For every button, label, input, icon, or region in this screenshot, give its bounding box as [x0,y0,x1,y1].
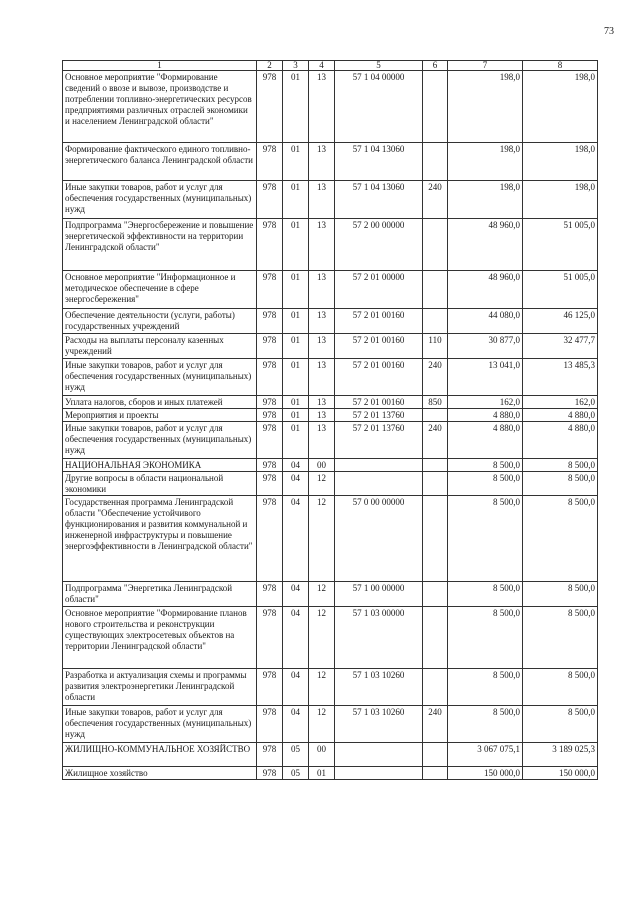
row-amount-second-year: 4 880,0 [523,422,598,459]
row-subsection: 13 [309,409,335,422]
row-section: 04 [283,496,309,582]
row-expense-type [423,669,448,706]
row-expense-type [423,582,448,607]
row-target-article: 57 0 00 00000 [335,496,423,582]
row-section: 05 [283,767,309,780]
row-name: Основное мероприятие "Информационное и методическое обеспечение в сфере энергосбережения" [63,271,257,309]
row-code: 978 [257,743,283,767]
table-row [63,409,598,422]
table-row [63,496,598,582]
row-name: Основное мероприятие "Формирование планов нового строительства и реконструкции существующих электросетевых объектов на территории Ленинградской области" [63,607,257,669]
row-code: 978 [257,309,283,334]
row-amount-second-year: 51 005,0 [523,271,598,309]
row-name: Обеспечение деятельности (услуги, работы) государственных учреждений [63,309,257,334]
row-expense-type [423,71,448,143]
row-amount-first-year: 8 500,0 [448,472,523,496]
row-target-article: 57 2 01 13760 [335,422,423,459]
row-section: 04 [283,669,309,706]
row-amount-second-year: 8 500,0 [523,607,598,669]
row-code: 978 [257,706,283,743]
row-code: 978 [257,472,283,496]
row-subsection: 01 [309,767,335,780]
row-amount-first-year: 13 041,0 [448,359,523,396]
row-amount-first-year: 198,0 [448,181,523,219]
row-subsection: 13 [309,359,335,396]
row-expense-type: 240 [423,422,448,459]
row-name: Другие вопросы в области национальной экономики [63,472,257,496]
row-name: Уплата налогов, сборов и иных платежей [63,396,257,409]
row-amount-second-year: 8 500,0 [523,459,598,472]
row-name: Разработка и актуализация схемы и программы развития электроэнергетики Ленинградской области [63,669,257,706]
table-row [63,669,598,706]
row-name: Мероприятия и проекты [63,409,257,422]
row-amount-second-year: 46 125,0 [523,309,598,334]
row-amount-second-year: 198,0 [523,71,598,143]
table-row [63,359,598,396]
row-expense-type [423,309,448,334]
row-section: 05 [283,743,309,767]
row-name: Иные закупки товаров, работ и услуг для обеспечения государственных (муниципальных) нужд [63,181,257,219]
row-amount-second-year: 8 500,0 [523,496,598,582]
row-subsection: 12 [309,582,335,607]
table-row [63,396,598,409]
row-subsection: 00 [309,743,335,767]
header-cell: 4 [309,61,335,71]
row-amount-first-year: 48 960,0 [448,271,523,309]
row-subsection: 13 [309,71,335,143]
row-section: 01 [283,271,309,309]
table-row [63,767,598,780]
row-section: 01 [283,219,309,271]
row-name: Иные закупки товаров, работ и услуг для обеспечения государственных (муниципальных) нужд [63,706,257,743]
row-amount-second-year: 3 189 025,3 [523,743,598,767]
row-amount-first-year: 162,0 [448,396,523,409]
table-row [63,607,598,669]
row-expense-type: 240 [423,706,448,743]
row-target-article: 57 1 04 00000 [335,71,423,143]
budget-table [62,60,598,780]
row-code: 978 [257,334,283,359]
row-expense-type [423,607,448,669]
row-subsection: 12 [309,496,335,582]
row-section: 04 [283,706,309,743]
row-code: 978 [257,409,283,422]
row-amount-second-year: 32 477,7 [523,334,598,359]
row-name: Формирование фактического единого топливно-энергетического баланса Ленинградской области [63,143,257,181]
row-target-article: 57 2 01 13760 [335,409,423,422]
row-section: 01 [283,396,309,409]
row-name: Основное мероприятие "Формирование сведений о ввозе и вывозе, производстве и потреблении топливно-энергетических ресурсов предприятиями различных отраслей экономики и населением Ленинградской области" [63,71,257,143]
row-expense-type: 240 [423,359,448,396]
row-target-article [335,472,423,496]
row-code: 978 [257,71,283,143]
row-section: 01 [283,71,309,143]
row-section: 04 [283,607,309,669]
row-target-article [335,459,423,472]
row-section: 01 [283,309,309,334]
row-name: ЖИЛИЩНО-КОММУНАЛЬНОЕ ХОЗЯЙСТВО [63,743,257,767]
row-amount-first-year: 8 500,0 [448,706,523,743]
row-code: 978 [257,219,283,271]
table-row [63,71,598,143]
table-row [63,582,598,607]
row-expense-type [423,459,448,472]
table-row [63,422,598,459]
header-cell: 7 [448,61,523,71]
row-subsection: 13 [309,396,335,409]
row-section: 01 [283,181,309,219]
row-subsection: 00 [309,459,335,472]
row-name: Подпрограмма "Энергосбережение и повышение энергетической эффективности на территории Ленинградской области" [63,219,257,271]
row-code: 978 [257,422,283,459]
row-amount-second-year: 8 500,0 [523,669,598,706]
table-row [63,334,598,359]
row-amount-first-year: 4 880,0 [448,409,523,422]
table-row [63,309,598,334]
row-amount-first-year: 4 880,0 [448,422,523,459]
row-expense-type: 850 [423,396,448,409]
row-amount-first-year: 8 500,0 [448,582,523,607]
row-amount-second-year: 150 000,0 [523,767,598,780]
row-amount-second-year: 8 500,0 [523,582,598,607]
row-target-article: 57 1 00 00000 [335,582,423,607]
header-row [63,61,598,71]
table-row [63,706,598,743]
table-row [63,743,598,767]
row-section: 01 [283,143,309,181]
row-target-article: 57 1 04 13060 [335,143,423,181]
row-amount-first-year: 48 960,0 [448,219,523,271]
row-expense-type [423,743,448,767]
row-amount-first-year: 30 877,0 [448,334,523,359]
row-name: Расходы на выплаты персоналу казенных учреждений [63,334,257,359]
row-amount-second-year: 4 880,0 [523,409,598,422]
row-amount-first-year: 198,0 [448,143,523,181]
table-row [63,219,598,271]
row-subsection: 13 [309,334,335,359]
row-expense-type [423,219,448,271]
row-name: Подпрограмма "Энергетика Ленинградской области" [63,582,257,607]
row-code: 978 [257,767,283,780]
row-target-article: 57 2 01 00160 [335,359,423,396]
page-number: 73 [604,26,614,37]
row-amount-second-year: 8 500,0 [523,706,598,743]
row-target-article [335,767,423,780]
row-section: 04 [283,582,309,607]
row-amount-second-year: 51 005,0 [523,219,598,271]
row-amount-first-year: 8 500,0 [448,496,523,582]
header-cell: 2 [257,61,283,71]
row-expense-type [423,143,448,181]
row-subsection: 12 [309,706,335,743]
row-target-article: 57 2 01 00160 [335,334,423,359]
row-code: 978 [257,582,283,607]
header-cell: 3 [283,61,309,71]
row-amount-second-year: 8 500,0 [523,472,598,496]
row-expense-type: 240 [423,181,448,219]
table-row [63,143,598,181]
row-expense-type: 110 [423,334,448,359]
row-code: 978 [257,396,283,409]
row-name: Иные закупки товаров, работ и услуг для обеспечения государственных (муниципальных) нужд [63,359,257,396]
row-subsection: 13 [309,309,335,334]
row-section: 01 [283,359,309,396]
row-code: 978 [257,669,283,706]
row-target-article: 57 2 01 00000 [335,271,423,309]
table-row [63,459,598,472]
row-amount-first-year: 8 500,0 [448,459,523,472]
row-target-article: 57 1 04 13060 [335,181,423,219]
row-section: 01 [283,334,309,359]
row-code: 978 [257,459,283,472]
row-section: 01 [283,422,309,459]
row-amount-second-year: 13 485,3 [523,359,598,396]
row-amount-first-year: 3 067 075,1 [448,743,523,767]
row-expense-type [423,767,448,780]
row-subsection: 13 [309,422,335,459]
row-section: 04 [283,472,309,496]
row-target-article: 57 1 03 00000 [335,607,423,669]
row-amount-second-year: 162,0 [523,396,598,409]
row-subsection: 13 [309,181,335,219]
row-code: 978 [257,271,283,309]
header-cell: 1 [63,61,257,71]
row-name: Жилищное хозяйство [63,767,257,780]
row-subsection: 12 [309,472,335,496]
row-amount-second-year: 198,0 [523,143,598,181]
row-name: Иные закупки товаров, работ и услуг для обеспечения государственных (муниципальных) нужд [63,422,257,459]
row-subsection: 12 [309,669,335,706]
row-expense-type [423,271,448,309]
row-target-article: 57 2 01 00160 [335,309,423,334]
header-cell: 8 [523,61,598,71]
header-cell: 6 [423,61,448,71]
row-amount-first-year: 150 000,0 [448,767,523,780]
table-row [63,271,598,309]
row-amount-first-year: 8 500,0 [448,607,523,669]
row-code: 978 [257,359,283,396]
row-target-article: 57 2 00 00000 [335,219,423,271]
row-code: 978 [257,181,283,219]
row-code: 978 [257,607,283,669]
table-row [63,181,598,219]
row-amount-second-year: 198,0 [523,181,598,219]
table-row [63,472,598,496]
row-amount-first-year: 198,0 [448,71,523,143]
row-expense-type [423,496,448,582]
row-amount-first-year: 44 080,0 [448,309,523,334]
row-name: НАЦИОНАЛЬНАЯ ЭКОНОМИКА [63,459,257,472]
row-amount-first-year: 8 500,0 [448,669,523,706]
row-section: 01 [283,409,309,422]
row-target-article: 57 1 03 10260 [335,706,423,743]
row-target-article: 57 1 03 10260 [335,669,423,706]
row-code: 978 [257,143,283,181]
row-expense-type [423,472,448,496]
row-code: 978 [257,496,283,582]
row-section: 04 [283,459,309,472]
header-cell: 5 [335,61,423,71]
row-subsection: 13 [309,143,335,181]
row-target-article [335,743,423,767]
row-subsection: 12 [309,607,335,669]
row-target-article: 57 2 01 00160 [335,396,423,409]
row-name: Государственная программа Ленинградской области "Обеспечение устойчивого функционирования и развития коммунальной и инженерной инфраструктуры и повышение энергоэффективности в Ленинградской области" [63,496,257,582]
row-subsection: 13 [309,271,335,309]
row-subsection: 13 [309,219,335,271]
row-expense-type [423,409,448,422]
